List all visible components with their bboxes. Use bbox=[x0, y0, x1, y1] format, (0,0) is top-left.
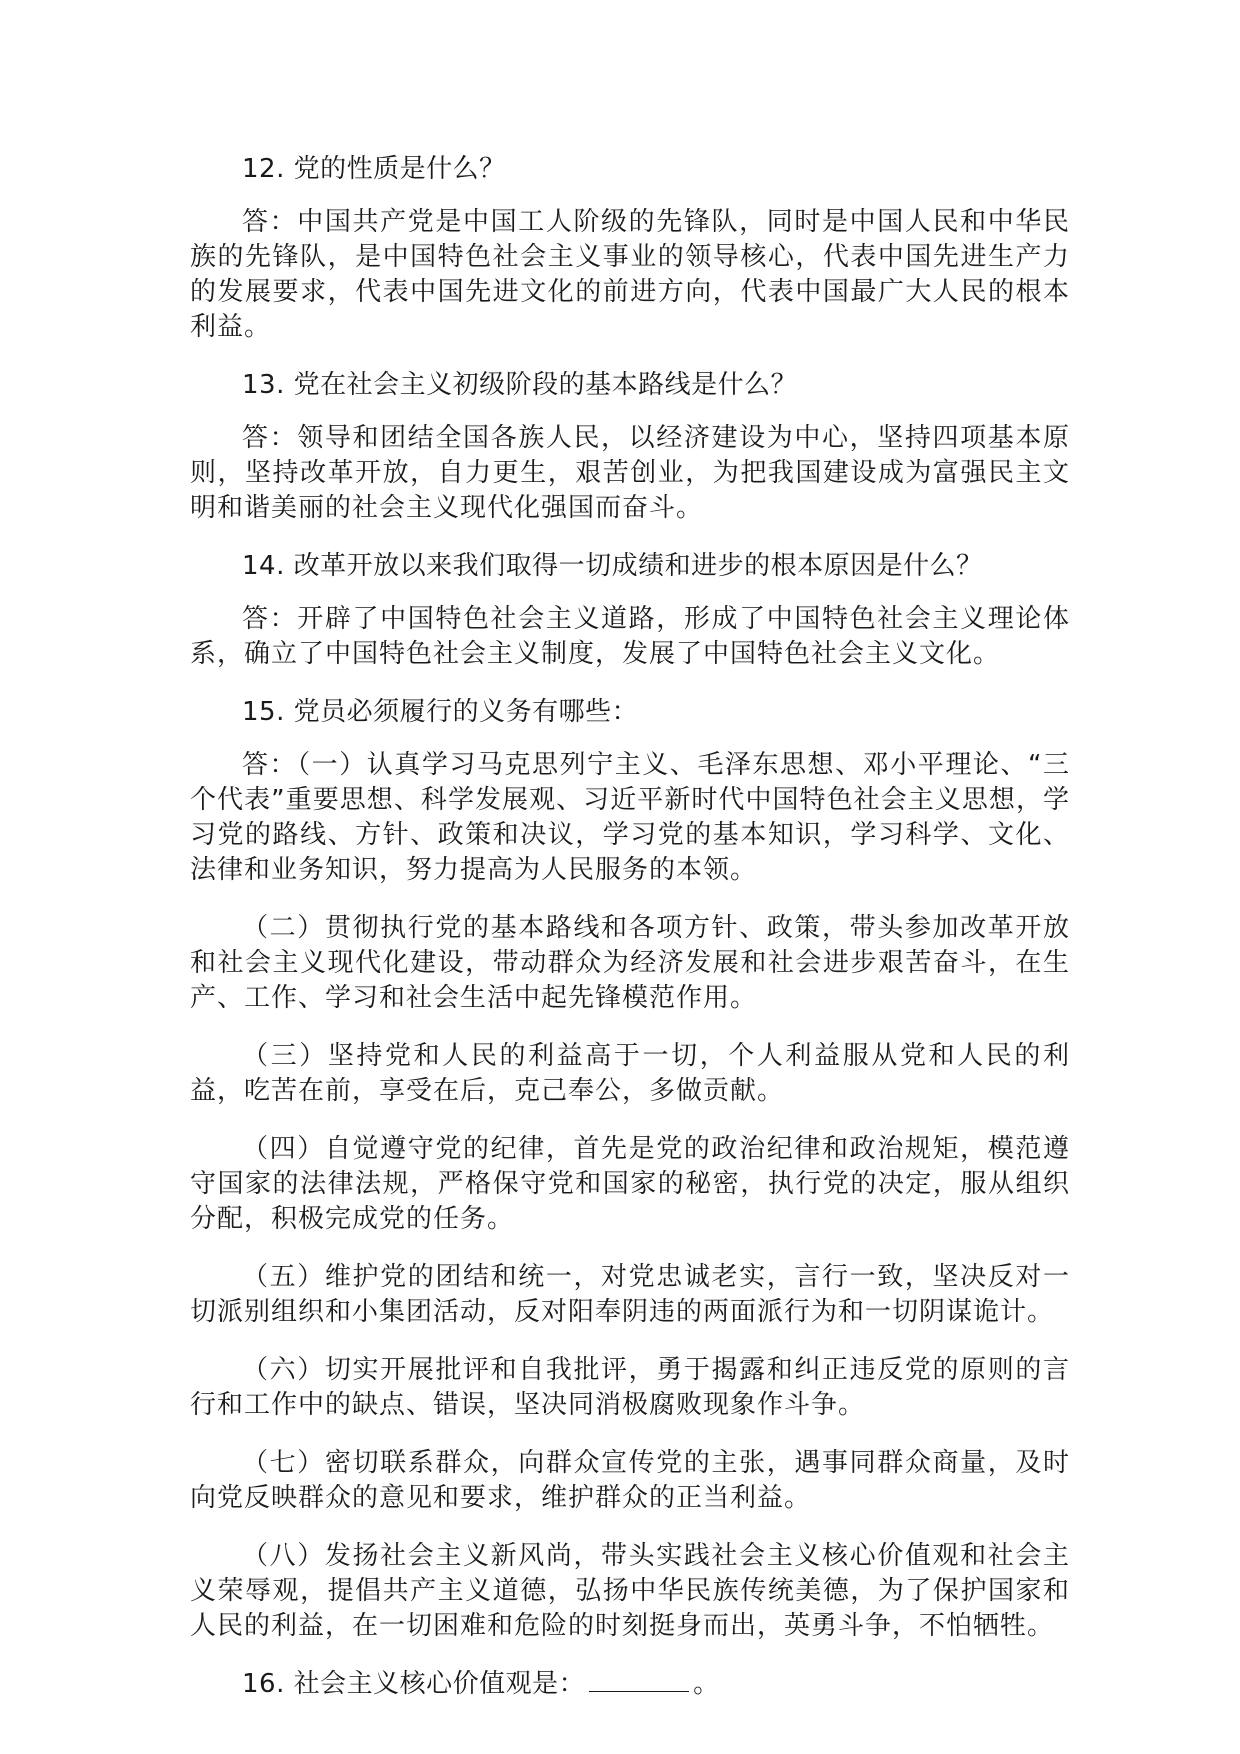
answer-15-item-2: （二）贯彻执行党的基本路线和各项方针、政策，带头参加改革开放和社会主义现代化建设，带动群众为经济发展和社会进步艰苦奋斗，在生产、工作、学习和社会生活中起先锋模范作用。 bbox=[190, 913, 1070, 1013]
answer-15-item-1: 答：（一）认真学习马克思列宁主义、毛泽东思想、邓小平理论、“三个代表”重要思想、科学发展观、习近平新时代中国特色社会主义思想，学习党的路线、方针、政策和决议，学习党的基本知识，学习科学、文化、法律和业务知识，努力提高为人民服务的本领。 bbox=[190, 750, 1070, 885]
question-15: 15. 党员必须履行的义务有哪些： bbox=[242, 697, 639, 727]
answer-15-item-6: （六）切实开展批评和自我批评，勇于揭露和纠正违反党的原则的言行和工作中的缺点、错误，坚决同消极腐败现象作斗争。 bbox=[190, 1355, 1070, 1420]
answer-14: 答：开辟了中国特色社会主义道路，形成了中国特色社会主义理论体系，确立了中国特色社会主义制度，发展了中国特色社会主义文化。 bbox=[190, 604, 1070, 669]
question-16-end-mark: 。 bbox=[693, 1669, 720, 1699]
answer-15-item-7: （七）密切联系群众，向群众宣传党的主张，遇事同群众商量，及时向党反映群众的意见和要求，维护群众的正当利益。 bbox=[190, 1448, 1070, 1513]
answer-15-item-8: （八）发扬社会主义新风尚，带头实践社会主义核心价值观和社会主义荣辱观，提倡共产主义道德，弘扬中华民族传统美德，为了保护国家和人民的利益，在一切困难和危险的时刻挺身而出，英勇斗争，不怕牺牲。 bbox=[190, 1541, 1070, 1641]
question-13: 13. 党在社会主义初级阶段的基本路线是什么？ bbox=[242, 370, 798, 400]
question-12: 12. 党的性质是什么？ bbox=[242, 154, 506, 184]
qa-content bbox=[190, 152, 1070, 1720]
answer-15-item-5: （五）维护党的团结和统一，对党忠诚老实，言行一致，坚决反对一切派别组织和小集团活动，反对阳奉阴违的两面派行为和一切阴谋诡计。 bbox=[190, 1262, 1070, 1327]
answer-13: 答：领导和团结全国各族人民，以经济建设为中心，坚持四项基本原则，坚持改革开放，自力更生，艰苦创业，为把我国建设成为富强民主文明和谐美丽的社会主义现代化强国而奋斗。 bbox=[190, 423, 1070, 523]
fill-in-blank bbox=[589, 1671, 689, 1692]
question-16-text: 16. 社会主义核心价值观是： bbox=[242, 1669, 586, 1699]
answer-12: 答：中国共产党是中国工人阶级的先锋队，同时是中国人民和中华民族的先锋队，是中国特色社会主义事业的领导核心，代表中国先进生产力的发展要求，代表中国先进文化的前进方向，代表中国最广大人民的根本利益。 bbox=[190, 207, 1070, 342]
answer-15-item-3: （三）坚持党和人民的利益高于一切，个人利益服从党和人民的利益，吃苦在前，享受在后，克己奉公，多做贡献。 bbox=[190, 1041, 1070, 1106]
question-16 bbox=[190, 1667, 1070, 1701]
answer-15-item-4: （四）自觉遵守党的纪律，首先是党的政治纪律和政治规矩，模范遵守国家的法律法规，严格保守党和国家的秘密，执行党的决定，服从组织分配，积极完成党的任务。 bbox=[190, 1134, 1070, 1234]
question-14: 14. 改革开放以来我们取得一切成绩和进步的根本原因是什么？ bbox=[242, 551, 983, 581]
